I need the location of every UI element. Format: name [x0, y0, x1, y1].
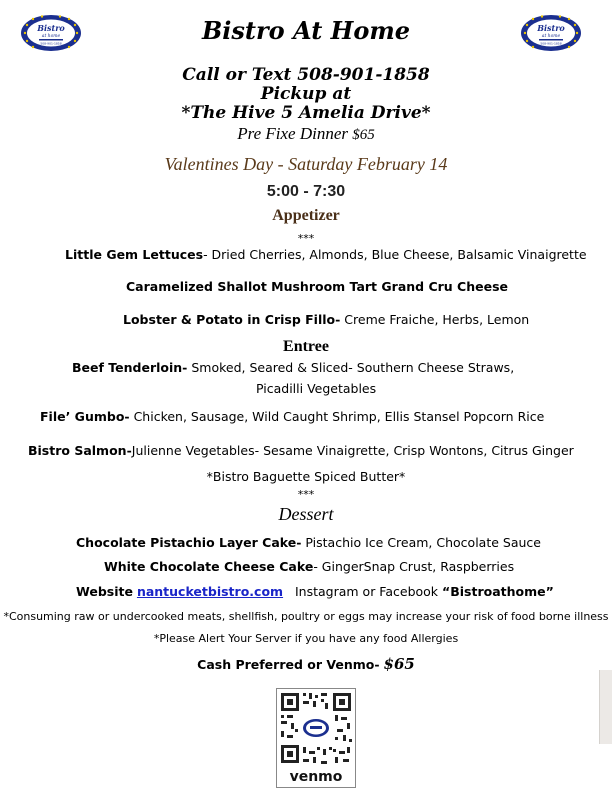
item-name: File’ Gumbo- — [40, 409, 130, 424]
menu-item — [104, 559, 514, 574]
prefix-line — [0, 124, 612, 144]
item-name: Lobster & Potato in Crisp Fillo- — [123, 312, 341, 327]
website-link[interactable]: nantucketbistro.com — [136, 584, 284, 599]
appetizer-stars: *** — [297, 232, 315, 245]
menu-item — [123, 312, 529, 327]
menu-item — [126, 279, 508, 294]
item-desc: Pistachio Ice Cream, Chocolate Sauce — [301, 535, 541, 550]
allergy-note: *Please Alert Your Server if you have any food Allergies — [153, 632, 459, 645]
item-name: Little Gem Lettuces — [65, 247, 204, 262]
item-desc: - GingerSnap Crust, Raspberries — [313, 559, 515, 574]
social-text: Instagram or Facebook — [294, 584, 439, 599]
website-line — [76, 584, 554, 599]
website-label: Website — [76, 584, 133, 599]
payment-line — [0, 655, 612, 673]
payment-price: $65 — [383, 655, 415, 673]
item-name: Bistro Salmon- — [28, 443, 132, 458]
entree-heading: Entree — [283, 338, 329, 355]
page-edge-tab — [599, 670, 612, 744]
logo-phone: 508-901-1858 — [540, 41, 562, 46]
page-title: Bistro At Home — [202, 16, 410, 45]
payment-label: Cash Preferred or Venmo- — [197, 657, 380, 672]
item-name: Caramelized Shallot Mushroom Tart Grand Cru Cheese — [126, 279, 508, 294]
dessert-heading: Dessert — [278, 504, 334, 524]
item-desc: - Dried Cherries, Almonds, Blue Cheese, Balsamic Vinaigrette — [203, 247, 587, 262]
logo-text: Bistro — [537, 23, 565, 33]
event-line: Valentines Day - Saturday February 14 — [164, 154, 448, 174]
logo-text: Bistro — [37, 23, 65, 33]
menu-item — [76, 535, 541, 550]
item-name: White Chocolate Cheese Cake — [104, 559, 314, 574]
venmo-qr-code[interactable] — [276, 688, 356, 788]
phone-line: Call or Text 508-901-1858 — [182, 65, 430, 85]
time-line: 5:00 - 7:30 — [266, 183, 346, 200]
item-desc: Creme Fraiche, Herbs, Lemon — [340, 312, 530, 327]
item-desc: Smoked, Seared & Sliced- Southern Cheese Straws, — [187, 360, 515, 375]
qr-code-icon — [277, 689, 355, 767]
logo-subtext: at home — [41, 34, 61, 39]
menu-item — [72, 360, 514, 375]
menu-item — [28, 443, 574, 458]
item-name: Beef Tenderloin- — [72, 360, 188, 375]
menu-item — [40, 409, 544, 424]
item-desc: Chicken, Sausage, Wild Caught Shrimp, Ellis Stansel Popcorn Rice — [129, 409, 545, 424]
item-desc: Julienne Vegetables- Sesame Vinaigrette, Crisp Wontons, Citrus Ginger — [131, 443, 574, 458]
item-name: Chocolate Pistachio Layer Cake- — [76, 535, 302, 550]
pickup-line: Pickup at — [260, 84, 352, 104]
address-line: *The Hive 5 Amelia Drive* — [181, 103, 431, 123]
menu-item — [65, 247, 587, 262]
logo-phone: 508-901-1858 — [40, 41, 62, 46]
appetizer-heading: Appetizer — [272, 207, 340, 224]
social-handle: “Bistroathome” — [442, 584, 554, 599]
logo-subtext: at home — [541, 34, 561, 39]
item-desc-continued: Picadilli Vegetables — [256, 381, 377, 396]
entree-stars: *** — [297, 488, 315, 501]
venmo-label: venmo — [289, 769, 343, 785]
prefix-price: $65 — [352, 127, 375, 143]
prefix-label: Pre Fixe Dinner — [237, 124, 349, 143]
baguette-note: *Bistro Baguette Spiced Butter* — [206, 469, 406, 484]
disclaimer: *Consuming raw or undercooked meats, shellfish, poultry or eggs may increase your risk of food borne illness — [3, 610, 609, 623]
